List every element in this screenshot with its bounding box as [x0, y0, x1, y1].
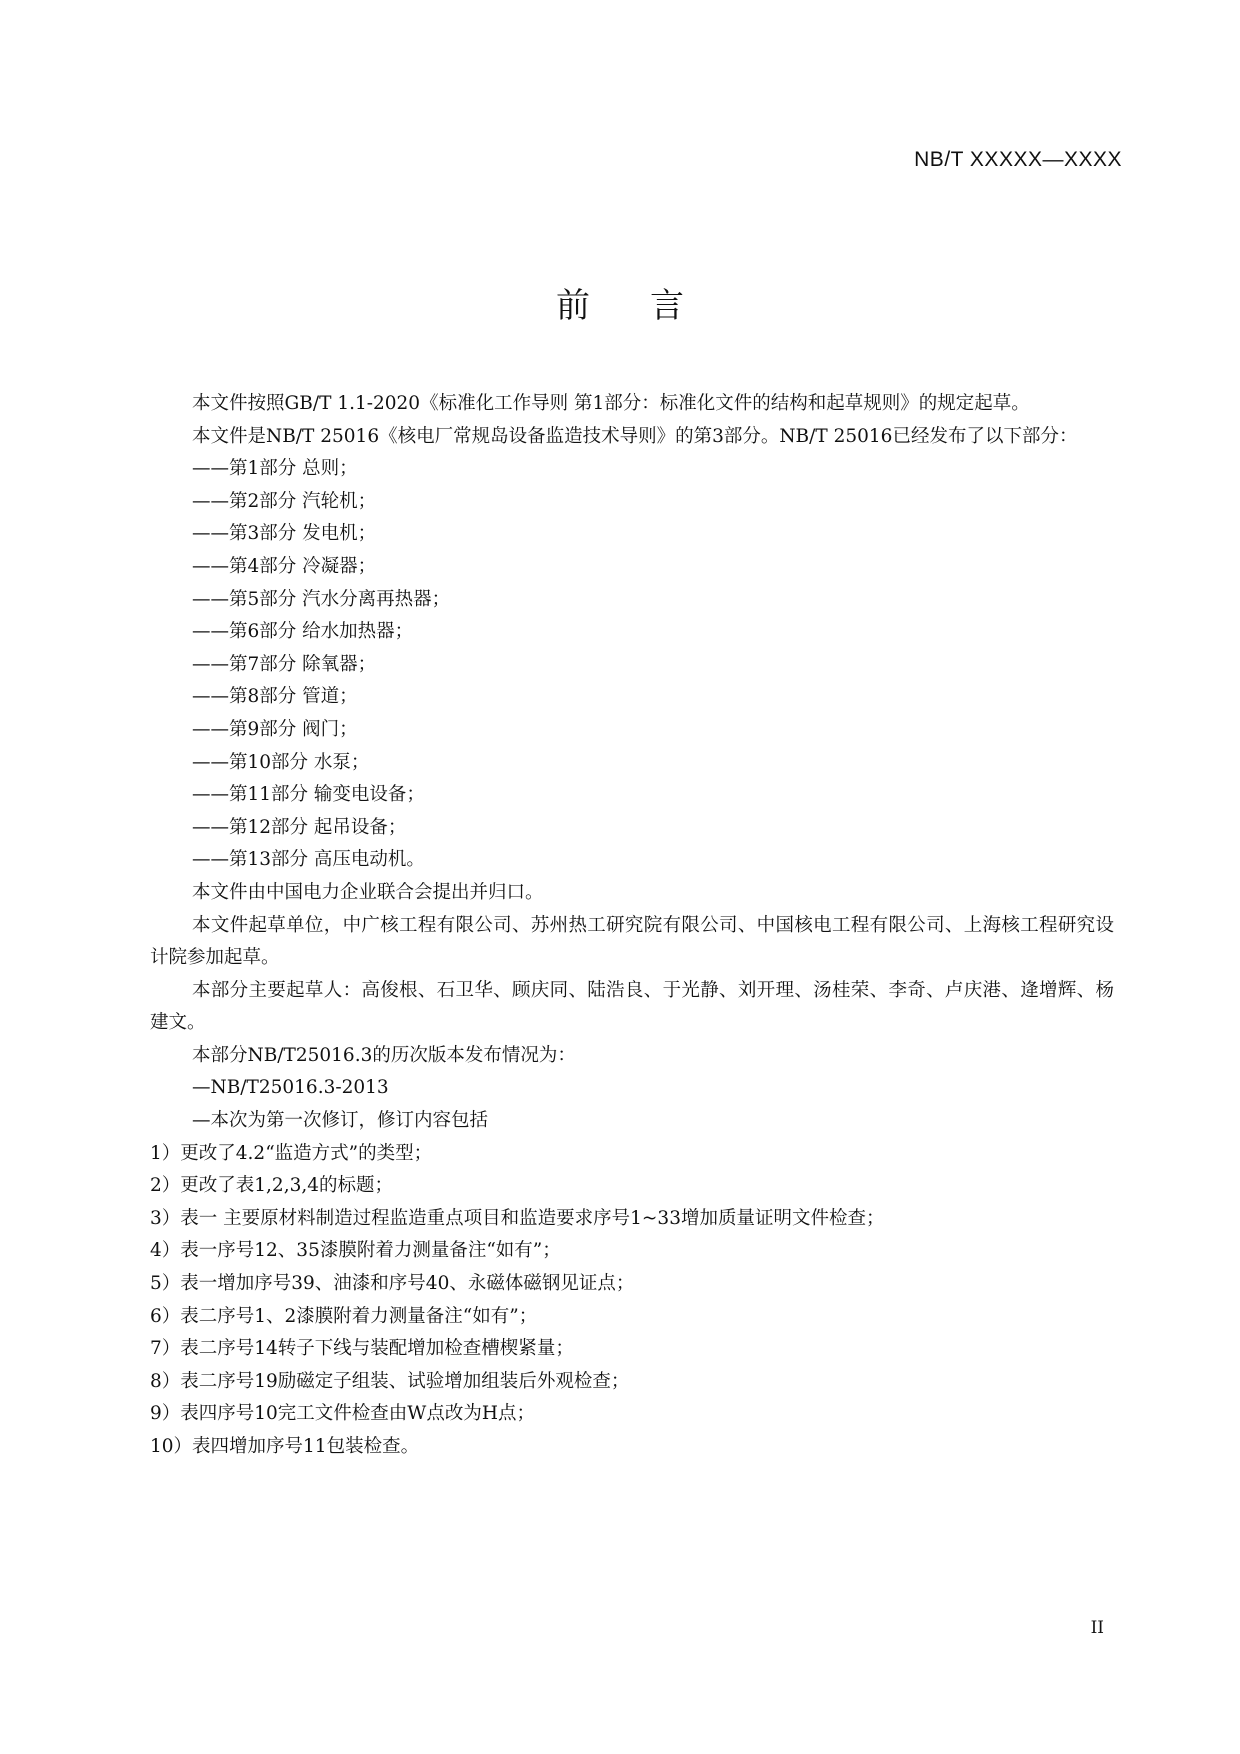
- list-item: 4）表一序号12、35漆膜附着力测量备注“如有”；: [150, 1240, 561, 1262]
- paragraph-proposer: 本文件由中国电力企业联合会提出并归口。: [192, 881, 544, 903]
- list-item: ——第3部分 发电机；: [192, 523, 377, 545]
- list-item: ——第7部分 除氧器；: [192, 653, 377, 675]
- list-item: 5）表一增加序号39、油漆和序号40、永磁体磁钢见证点；: [150, 1273, 635, 1295]
- document-code: NB/T XXXXX—XXXX: [914, 148, 1122, 171]
- list-item: 10）表四增加序号11包装检查。: [150, 1436, 420, 1457]
- paragraph-drafting-rules: 本文件按照GB/T 1.1-2020《标准化工作导则 第1部分：标准化文件的结构和起草规则》的规定起草。: [192, 393, 1030, 414]
- paragraph-drafting-units: 本文件起草单位，中广核工程有限公司、苏州热工研究院有限公司、中国核电工程有限公司、上海核工程研究设计院参加起草。: [150, 914, 1114, 969]
- list-item: ——第1部分 总则；: [192, 458, 358, 480]
- list-item: ——第12部分 起吊设备；: [192, 816, 407, 838]
- list-item: 8）表二序号19励磁定子组装、试验增加组装后外观检查；: [150, 1370, 630, 1392]
- foreword-body: [150, 388, 1114, 1464]
- list-item: ——第11部分 输变电设备；: [192, 784, 425, 806]
- paragraph-version-history: 本部分NB/T25016.3的历次版本发布情况为：: [192, 1044, 576, 1066]
- list-item: ——第5部分 汽水分离再热器；: [192, 588, 451, 610]
- paragraph-revision-intro: —本次为第一次修订，修订内容包括: [192, 1110, 489, 1132]
- paragraph-part-info: 本文件是NB/T 25016《核电厂常规岛设备监造技术导则》的第3部分。NB/T 25016已经发布了以下部分：: [192, 425, 1078, 447]
- page-number: II: [1090, 1618, 1104, 1638]
- list-item: 7）表二序号14转子下线与装配增加检查槽楔紧量；: [150, 1338, 574, 1360]
- paragraph-drafters: 本部分主要起草人：高俊根、石卫华、顾庆同、陆浩良、于光静、刘开理、汤桂荣、李奇、卢庆港、逄增辉、杨建文。: [150, 979, 1114, 1034]
- list-item: ——第10部分 水泵；: [192, 751, 370, 773]
- list-item: ——第2部分 汽轮机；: [192, 490, 377, 512]
- list-item: ——第8部分 管道；: [192, 686, 358, 708]
- list-item: 6）表二序号1、2漆膜附着力测量备注“如有”；: [150, 1305, 538, 1327]
- parts-list: [150, 453, 1114, 877]
- title-char-1: 前: [556, 286, 590, 326]
- list-item: 1）更改了4.2“监造方式”的类型；: [150, 1142, 433, 1164]
- list-item: ——第4部分 冷凝器；: [192, 555, 377, 577]
- list-item: 9）表四序号10完工文件检查由W点改为H点；: [150, 1403, 535, 1425]
- list-item: ——第9部分 阀门；: [192, 718, 358, 740]
- list-item: ——第6部分 给水加热器；: [192, 621, 414, 643]
- revisions-list: [150, 1138, 1114, 1464]
- paragraph-previous-version: —NB/T25016.3-2013: [192, 1077, 389, 1099]
- list-item: ——第13部分 高压电动机。: [192, 849, 425, 871]
- list-item: 2）更改了表1,2,3,4的标题；: [150, 1175, 393, 1197]
- list-item: 3）表一 主要原材料制造过程监造重点项目和监造要求序号1~33增加质量证明文件检查；: [150, 1207, 885, 1229]
- title-char-2: 言: [650, 286, 684, 326]
- page-title: [0, 278, 1240, 327]
